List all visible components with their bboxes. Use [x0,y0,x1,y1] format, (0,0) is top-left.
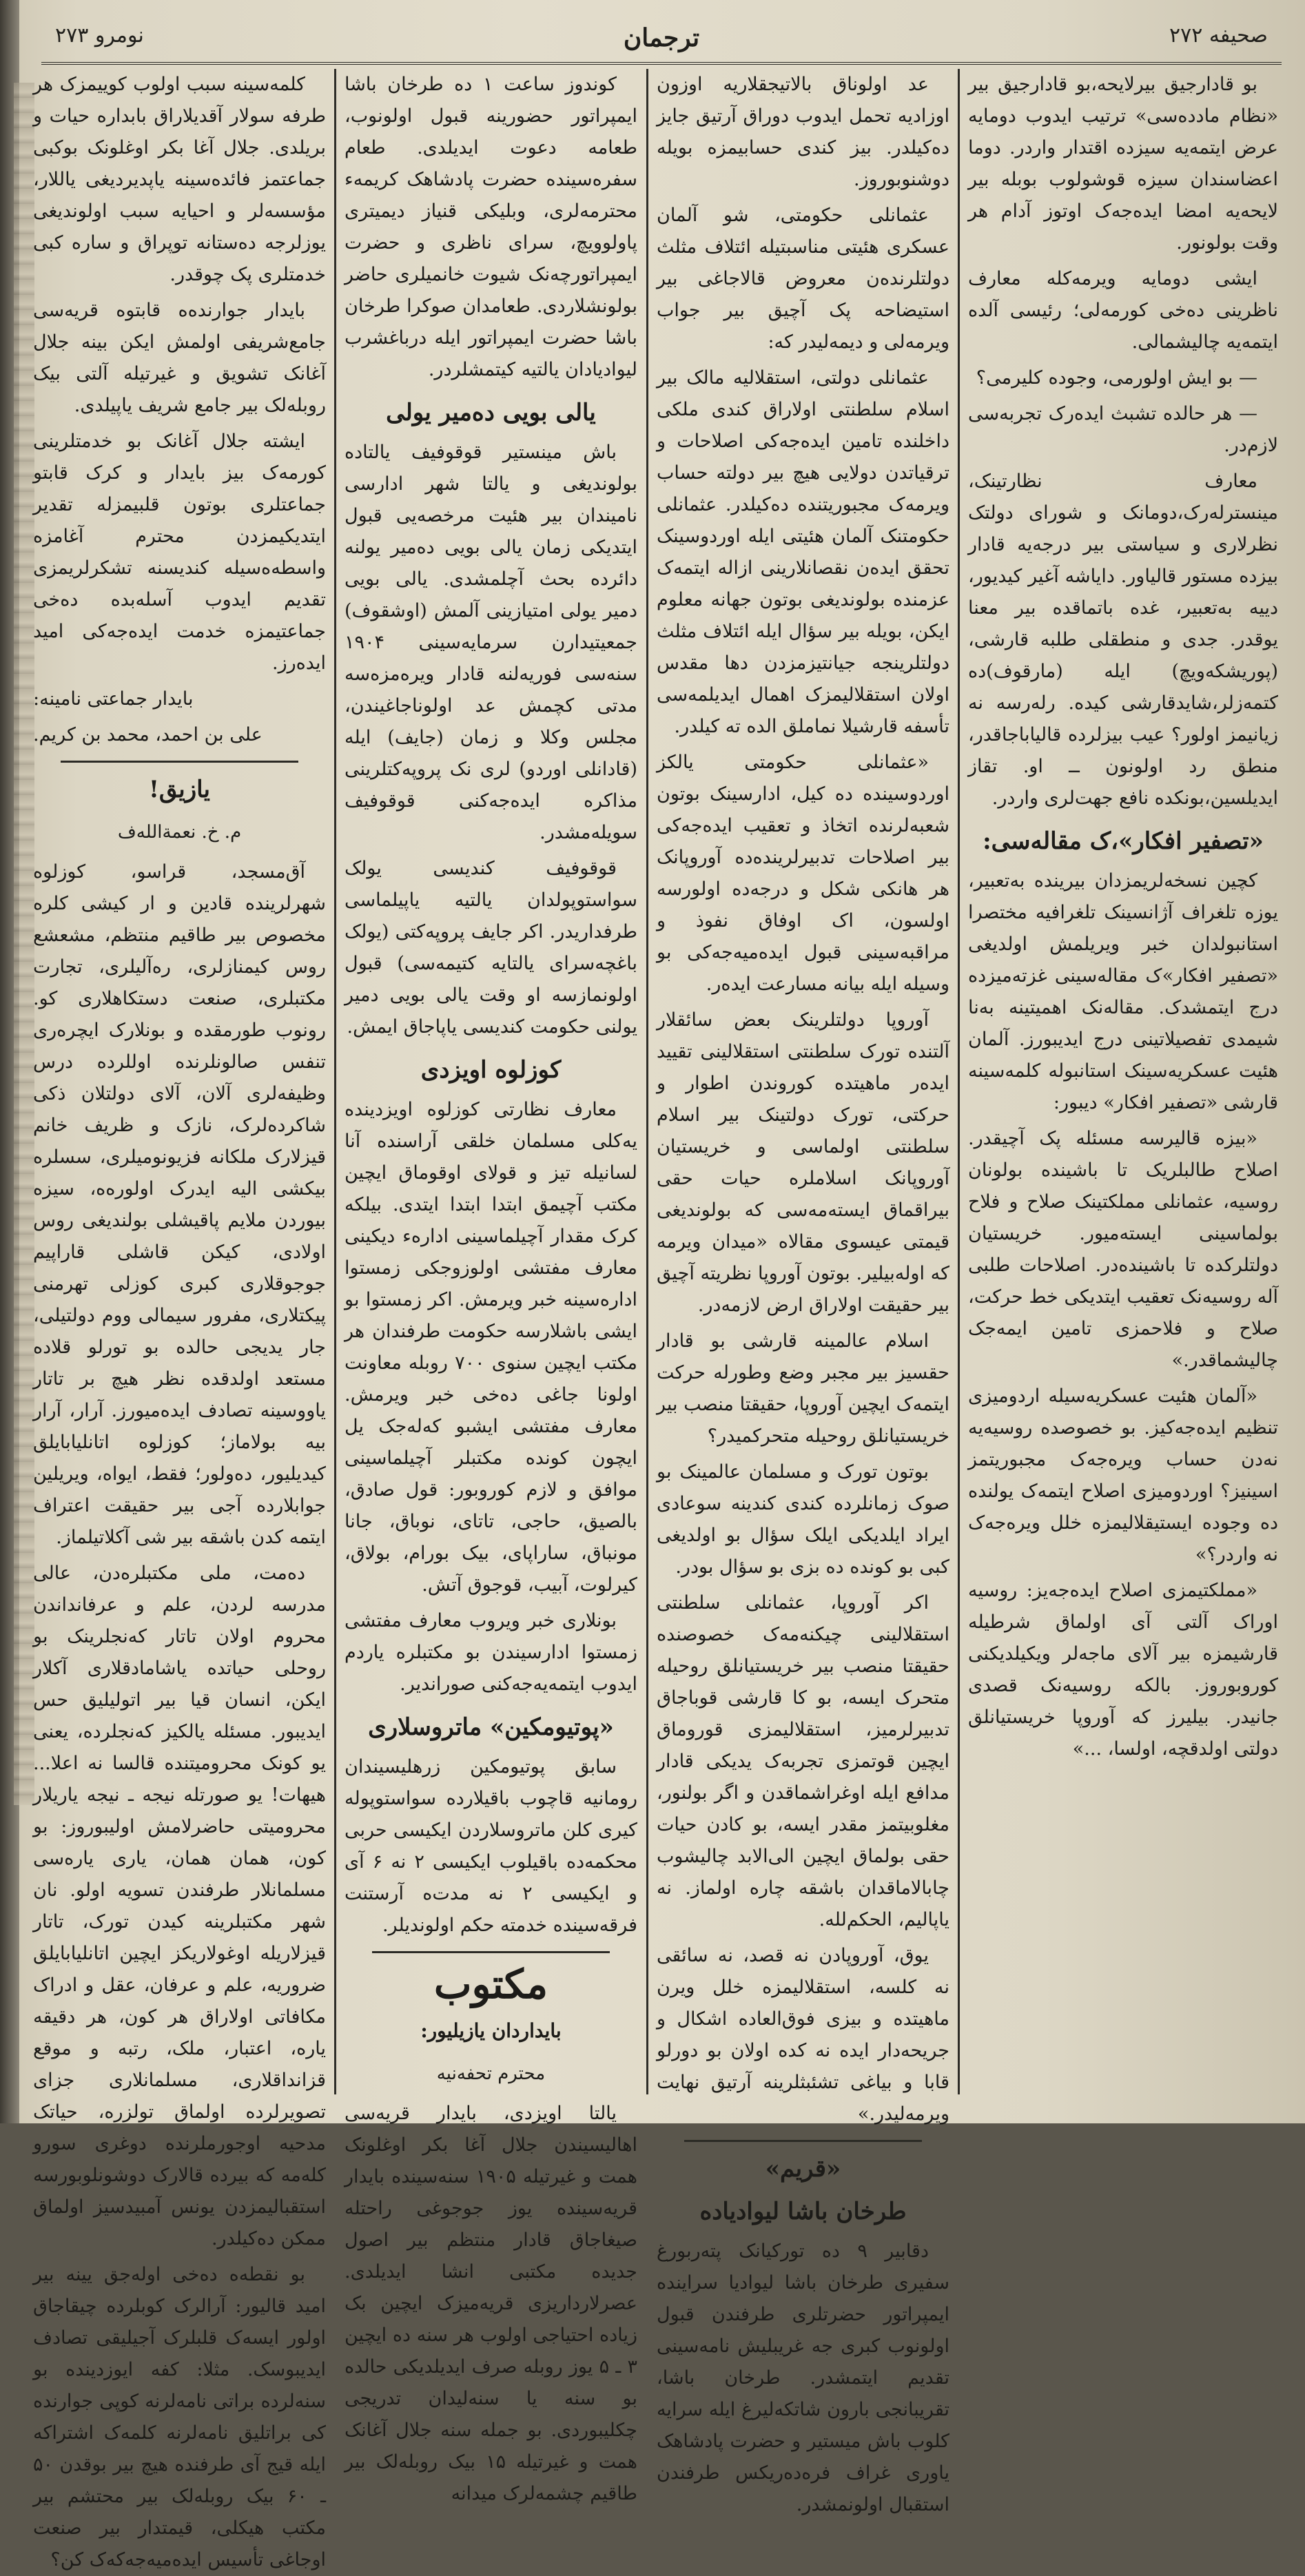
signature-names: علی بن احمد، محمد بن کریم. [33,724,263,745]
paragraph: بو قادارجیق بیرلایحه،بو قادارجیق بیر «نظام مادده‌سی» ترتیب ایدوب دومایه عرض ایتمه‌یه سیزده اقتدار واردر. دوما اعضاسندان سیزه قوشولوب بوبله بیر لایحه‌یه امضا ایده‌جه‌ک اوتوز آدام هر وقت بولونور. [968,74,1278,254]
newspaper-title: ترجمان [623,23,700,52]
section-heading: «قریم» [765,2155,841,2183]
letter-opening: بایداردان یازیلیور: [420,2019,562,2042]
paragraph: اسلام عالمینه قارشی بو قادار حقسیز بیر مجبر وضع وطورله حرکت ایتمه‌ک ایچین آوروپا، حقیقتا منصب بیر خریستیانلق روحیله متحرکمیدر؟ [657,1330,949,1447]
article-heading: یالی بویی ده‌میر یولی [386,399,596,426]
letter-heading: مکتوب [433,1961,548,2008]
paragraph: «بیزه قالیرسه مسئله پک آچیقدر. اصلاح طالبلریک تا باشینده بولونان روسیه، عثمانلی مملکتینک صلاح و فلاح بولماسینی ایسته‌میور. خریستیان دولتلرکده تا باشینده‌در. اصلاحات طلبی آله روسیه‌نک تعقیب ایتدیکی خط حرکت، صلاح و فلاحمزی تامین ایمه‌جک چالیشماقدر.» [968,1128,1278,1371]
paragraph: ایشی دومایه ویرمه‌کله معارف ناظرینی ده‌خی کورمه‌لی؛ رئیسی آلده ایتمه‌یه چالیشمالی. [968,268,1278,353]
paragraph: سابق پوتیومکین زرهلیسیندان رومانیه قاچوب باقیلارده سواستوپوله کیری کلن ماتروسلاردن ایکیسی حربی محکمه‌ده باقیلوب ایکیسی ۲ نه ۶ آی و ایکیسی ۲ نه مدت‌ه آرستنت فرقه‌سینده خدمته حکم اولوندیلر. [345,1756,638,1936]
paragraph: بونلاری خبر ویروب معارف مفتشی زمستوا ادارسیندن بو مکتبلره یاردم ایدوب ایتمه‌یه‌جه‌کنی صوراندیر. [345,1610,637,1695]
article-heading: «پوتیومکین» ماتروسلاری [368,1713,614,1741]
paragraph: معارف نظارتینک، مینستر‌له‌رک،دومانک و شورای دولتک نظرلاری و سیاستی بیر درجه‌یه قادار بیزده مستور قالیاور. دایاشه آغیر کیدیور، دییه به‌تعبیر، غده باتماقده بیر معنا یوقدر. جدی و منطقلی طلبه قارشی، (پوریشکه‌ویچ) ایله (مارقوف)ده کتمه‌زلر،شایدقارشی کیده. رله‌رسه نه زیانیمز اولور؟ عیب بیزلرده قالیاباجاقدر، منطق رد اولونون ــ او. تقاز ایدیلسین،بونکده نافع جهت‌لری واردر. [968,471,1278,809]
masthead [41,14,1282,65]
page-label: صحیفه ۲۷۲ [1169,23,1268,48]
paragraph: کچین نسخه‌لریمزدان بیرینده به‌تعبیر، یوزه تلغراف آژانسینک تلغرافیه مختصرا استانبولدان خبر ویریلمش اولدیغی «تصفیر افکار»ک مقاله‌سینی غزته‌میزده درج ایتمشدک. مقاله‌نک اهمیتینه به‌نا شیمدی تفصیلاتینی درج ایدیبورز. آلمان هئیت عسکریه‌سینک استانبوله کلمه‌سینه قارشی «تصفیر افکار» دیبور: [968,870,1278,1113]
paragraph: بوتون تورک و مسلمان عالمینک بو صوک زمانلرده کندی کندینه سوعادی ایراد ایلدیکی ایلک سؤال بو اولدیغی کبی بو کونده ده بزی بو سؤال بودر. [657,1461,949,1578]
article-author: م. خ. نعمةالله‌ف [117,822,242,843]
article-heading: کوزلوه اویزدی [420,1056,562,1084]
divider [61,761,298,763]
paragraph: کلمه‌سینه سبب اولوب کوییمزک هر طرفه سولار آقدیلاراق بابداره حیات و بریلدی. جلال آغا بکر اوغلونک بوکبی جماعتمز فائده‌سینه یاپدیردیغی یاللار، مؤسسه‌لر و احیایه سبب اولوندیغی یوزلرجه ده‌ستانه توپراق و ساره کبی خدمتلری پک چوقدر. [33,74,326,285]
paragraph: — هر حالده تشبث ایده‌رک تجربه‌سی لازم‌در. [968,403,1278,456]
paragraph: عثمانلی حکومتی، شو آلمان عسکری هئیتی مناسبتیله ائتلاف مثلث دولتلرنده‌ن معروض قالاجاغی بیر استیضاحه پک آچیق بیر جواب ویرمه‌لی و دیمه‌لیدر که: [657,205,949,353]
column-4 [33,69,326,2570]
paragraph: قوقوفیف کندیسی یولک سواستوپولدان یالتیه یاپیلماسی طرفداریدر. اکر جایف پروپه‌کتی (یولک باغچه‌سرای یالتایه کتیمه‌سی) قبول اولونمازسه او وقت یالی بویی دمیر یولنی حکومت کندیسی یاپاجاق ایمش. [345,858,637,1038]
paragraph: ایشته جلال آغانک بو خدمتلرینی کورمه‌ک بیز بایدار و کرک قابتو جماعتلری بوتون قلبیمزله تقدیر ایتدیکیمزدن محترم آغامزه واسطه‌ه‌سیله کندیسنه تشکرلریمزی تقدیم ایدوب آسله‌بده ده‌خی جماعتیمزه خدمت ایده‌جه‌کی امید ایده‌رز. [33,431,326,674]
column-rule [958,69,960,2094]
paragraph: اکر آوروپا، عثمانلی سلطنتی استقلالینی چیکنه‌مه‌ک خصوصنده حقیقتا منصب بیر خریستیانلق روحیله متحرک ایسه، بو کا قارشی قوباجاق تدبیرلرمیز، استقلالیمزی قوروماق ایچین قوتمزی تجربه‌ک یدیکی قادار مدافع ایله اوغراشماقدن و اگر بولنور، مغلوبیتمز مقدر ایسه، بو کادن حیات حقی بولماق ایچین الی‌الابد چالیشوب چابالاماقدان باشقه چاره اولماز. نه یاپالیم، الحکم‌لله. [657,1592,949,1930]
torn-margin [14,83,34,1805]
paragraph: یوق، آوروپادن نه قصد، نه سائقی نه کلسه، استقلالیمزه خلل ویرن ماهیتده و بیزی فوق‌العاده اشکال و جریحه‌دار ایده نه کده اولان بو دورلو قابا و بیاغی تشئبثلرینه آرتیق نهایت ویرمه‌لیدر.» [657,1945,949,2125]
paragraph: کوندوز ساعت ۱ ده طرخان باشا ایمپراتور حضورینه قبول اولونوب، طعامه دعوت ایدیلدی. طعام سفره‌سینده حضرت پادشاهک کریمه‌ء محترمه‌لری، وبلیکی قنیاز دیمیتری پاولوویچ، سرای ناظری و حضرت ایمپراتورچه‌نک شیوت خانمیلری حاضر بولونشلاردی. طعامدان صوکرا طرخان باشا حضرت ایمپراتور ایله درباغشرب لیواد‌یادان یالتیه کیتمشلردر. [345,74,637,380]
article-heading: طرخان باشا لیواد‌یاده [699,2198,907,2225]
column-2 [657,69,949,2515]
column-rule [646,69,648,2094]
paragraph: «عثمانلی حکومتی یالکز اوردوسینده ده کیل، ادارسینک بوتون شعبه‌لرنده اتخاذ و تعقیب ایده‌جه‌کی بیر اصلاحات تدبیرلرینده‌ده آوروپانک هر هانکی شکل و درجه‌ده اولورسه اولسون، اک اوفاق نفوذ و مراقبه‌سینی قبول ایده‌میه‌جه‌کی بو وسیله ایله بیانه مسارعت ایده‌ر. [657,752,949,995]
section-heading: «تصفیر افکار»،ک مقاله‌سی: [983,827,1264,855]
paragraph: بایدار جوارنده‌ه قابتوه قریه‌سی جامع‌شریفی اولمش ایکن بینه جلال آغانک تشویق و غیرتیله آلتی بیک روبله‌لک بیر جامع شریف یاپیلدی. [33,300,326,416]
paragraph: — بو ایش اولورمی، وجوده کلیرمی؟ [976,367,1257,389]
paragraph: معارف نظارتی کوزلوه اویزدینده یه‌کلی مسلمان خلقی آراسنده آنا لسانیله تیز و قولای اوقوماق ایچین مکتب آچیمق ابتدا ابتدا ایتدی. بیلکه کرک مقدار آچیلماسینی اداره‌ء دیکینی معارف مفتشی اولوزوجکی زمستوا اداره‌سینه خبر ویرمش. اکر زمستوا بو ایشی باشلارسه حکومت طرفندان هر مکتب ایچین سنوی ۷۰۰ روبله معاونت اولونا جاغی ده‌خی خبر ویرمش. معارف مفتشی ایشبو که‌له‌جک یل ایچون کونده مکتبلر آچیلماسینی موافق و لازم کوروبور: قول صادق، بالصیق، حاجی، تاتای، نوباق، جانا مونباق، ساراپای، بیک بورام، بولاق، کیرلوت، آبیب، قوجوق آتش. [345,1099,638,1596]
paragraph: باش مینستیر قوقوفیف یالتاده بولوندیغی و یالتا شهر ادارسی نامیندان بیر هئیت مرخصه‌یی قبول ایتدیکی زمان یالی بویی ده‌میر یولنه دائرده بحث آچلمشدی. یالی بویی دمیر یولی امتیازینی آلمش (اوشقوف) جمعیتیدارن سرمایه‌سینی ۱۹۰۴ سنه‌سی فوریه‌لنه قادار ویره‌مزه‌سه مدتی کچمش عد اولوناجاغیندن، مجلس وکلا و زمان (جایف) ایله (قادانلی اوردو) لری نک پروپه‌کتلرینی مذاکره ایده‌جه‌کنی قوقوفیف سویله‌مشدر. [345,442,637,843]
divider [372,1951,610,1953]
divider [684,2140,922,2142]
paragraph: آق‌مسجد، قراسو، کوزلوه شهرلرینده قادین و ار کیشی کلره مخصوص بیر طاقیم منتظم، مشعشع روس کیمنازلری، ره‌آلیلری، تجارت مکتبلری، صنعت دستکاهلاری کو. رونوب طورمقده و بونلارک ایچره‌ری تنفس صالونلرنده اوللرده درس وظیفه‌لری آلان، آلای دولتلان ذکی شاکرده‌لرک، نازک و ظریف خانم قیزلارک ملکانه فزیونومیلری، سسلره بیکشی الیه ایدرک اولوره‌ه، سیزه بیوردن ملایم پاقیشلی بولندیغی روس اولادی، کیکن قاشلی قاراپیم جوجوقلاری کبری کوزلی تهرمنی پیکتلاری، مفرور سیمالی ووم دولتیلی، جار یدیجی حالده بو تورلو قلاده مستعد اولدقده نظر هیچ بر تاتار یاووسینه تصادف ایده‌میورز. آرار، آرار بیه بولاماز؛ کوزلوه اتانلیابایلق کیدیلیور، ده‌ولور؛ فقط، ایواه، ویریلین جوابلارده آجی بیر حقیقت اعتراف ایتمه کدن باشقه بیر شی آکلاتیلماز. [33,861,326,1548]
paragraph: یالتا اویزدی، بایدار قریه‌سی اهالیسیندن جلال آغا بکر اوغلونک همت و غیرتیله ۱۹۰۵ سنه‌سینده بایدار قریه‌سینده یوز جوجوغی راحتله صیغاجاق قادار منتظم بیر اصول جدیده مکتبی انشا ایدیلدی. عصرلارداریزی قریه‌میزک ایچین بک زیاده احتیاجی اولوب هر سنه ده ایچین ۳ ـ ۵ یوز روبله صرف ایدیلدیکی حالده بو سنه یا سنه‌لیدان تدریجی چکلیبوردی. بو جمله سنه جلال آغانک همت و غیرتیله ۱۵ بیک روبله‌لک بیر طاقیم چشمه‌لرک میدانه [345,2103,637,2504]
paragraph: آوروپا دولتلرینک بعض سائقلار آلتنده تورک سلطنتی استقلالینی تقیید ایده‌ر ماهیتده کوروندن اطوار و حرکتی، تورک دولتینک بیر اسلام سلطنتی اولماسی و خریستیان آوروپانک اسلاملره حیات حقی بیراقماق ایسته‌مه‌سی که بولوندیغی قیمتی عیسوی مقالاه «میدان ویرمه که اوله‌بیلیر. بوتون آوروپا نظریته آچیق بیر حقیقت اولاراق ارض لازمه‌در. [657,1009,949,1316]
letter-salutation: محترم تحفه‌نیه [436,2063,546,2084]
issue-number: نومرو ۲۷۳ [55,23,144,48]
signature-label: بایدار جماعتی نامینه: [33,688,194,710]
column-rule [334,69,336,2094]
paragraph: بو نقطه‌ه ده‌خی اوله‌جق یینه بیر امید قالیور: آرالرک کوبلرده چیقاجاق اولور ایسه‌ک قلبلرک آجیلیقی تصادف ایدیبوسک. مثلا: کفه ایوزدینده بو سنه‌لرده براتی نامه‌لرنه کوپی جوارنده کی براتلیق نامه‌لرنه کلمه‌ک اشتراکه ایله قیج آی طرفنده هیچ بیر بوقدن ۵۰ ـ ۶۰ بیک روبله‌لک بیر محتشم بیر مکتب هیکلی، قیمتدار بیر صنعت اوجاغی تأسیس ایده‌میه‌جه‌که‌ک کن؟ [33,2264,326,2570]
column-1 [968,69,1278,2101]
article-heading: یازیق! [149,776,210,803]
column-3 [345,69,638,2504]
paragraph: دقابیر ۹ ده تورکیانک پته‌ربورغ سفیری طرخان باشا لیوادیا سراینده ایمپراتور حضرتلری طرفندن قبول اولونوب کبری جه غریبلیش نامه‌سینی تقدیم ایتمشدر. طرخان باشا، تقریبا‌نجی بارون شاتکه‌لیرغ ایله سرایه کلوب باش میستیر و حضرت پادشاهک یاوری غراف فره‌ده‌ریکس طرفندن استقبال اولونمشدر. [657,2240,949,2515]
paragraph: عثمانلی دولتی، استقلالیه مالک بیر اسلام سلطنتی اولاراق کندی ملکی داخلنده تامین ایده‌جه‌کی اصلاحات و ترقیاتدن دولایی هیچ بیر دولته حساب ویرمه‌ک مجبوریتنده ده‌کیلدر. عثمانلی حکومتنک آلمان هئیتی ایله اوردوسینک تحقق ایده‌ن نقصانلارینی ازاله ایتمه‌ک عزمنده بولوندیغی بوتون جهانه معلوم ایکن، بویله بیر سؤال ایله ائتلاف مثلث دولتلرینجه جیانتیزمزدن دها مقدس اولان استقلالیمزک اهمال ایدیلمه‌سی تأسفه قارشیلا نماملق الده ته کیلدر. [657,367,949,737]
paragraph: ده‌مت، ملی مکتبلره‌دن، عالی مدرسه لردن، علم و عرفانداندن محروم اولان تاتار که‌نجلرینک بو روحلی حیاتده یاشامادقلاری آکلار ایکن، انسان قیا بیر اتولیلیق حس ایدیبور. مسئله یالکیز که‌نجلرده، یعنی یو کونک محرومیتنده قالسا نه اعلا... هیهات! یو صورتله نیجه ـ نیجه یاریلار محرومیتی حاضرلامش اولیبوروز: بو کون، همان همان، یاری یاره‌سی مسلمانلار طرفندن تسویه اولو. نان شهر مکتبلرینه کیدن تورک، تاتار قیزلاریله اوغولاریکز ایچین اتانلیابایلق ضروریه، علم و عرفان، عقل و ادراک مکافاتی اولاراق هر کون، هر دقیقه یاره، اعتبار، ملک، رتبه و موقع قزانداقلاری، مسلمانلاری جزای تصویرلرده اولماق تولزره، حیاتک مدحیه اوجورملرنده دوغری سورو کله‌مه که بیرده قالارک دوشونلوبورسه استقبالیمزدن یونس آمبیدسیز اولماق ممکن ده‌کیلدر. [33,1563,326,2249]
paragraph: «آلمان هئیت عسکریه‌سیله اردومیزی تنظیم ایده‌جه‌کیز. بو خصوصده روسیه‌یه نه‌دن حساب ویره‌جه‌ک مجبوریتمز اسینیز؟ اوردومیزی اصلاح ایتمه‌ک یولنده ده‌ وجوده ایستیقلالیمزه خلل ویره‌جه‌ک نه واردر؟» [968,1385,1278,1565]
paragraph: عد اولوناق بالاتیجقلاریه اوزون اوزادیه تحمل ایدوب دوراق آرتیق جایز ده‌کیلدر. بیز کندی حسابیمزه بویله دوشنوبوروز. [657,74,949,190]
paragraph: «مملکتیمزی اصلاح ایده‌جه‌یز: روسیه اوراک آلتی آی اولماق شرطیله قارشیمزه بیر آلای ماجه‌لر ویکیلدیکنی کوروبوروز. بالکه روسیه‌نک قصدی جانیدر. بیلیرز که آوروپا خریستیانلق دولتی اولدقچه، اولسا، ...» [968,1580,1278,1760]
